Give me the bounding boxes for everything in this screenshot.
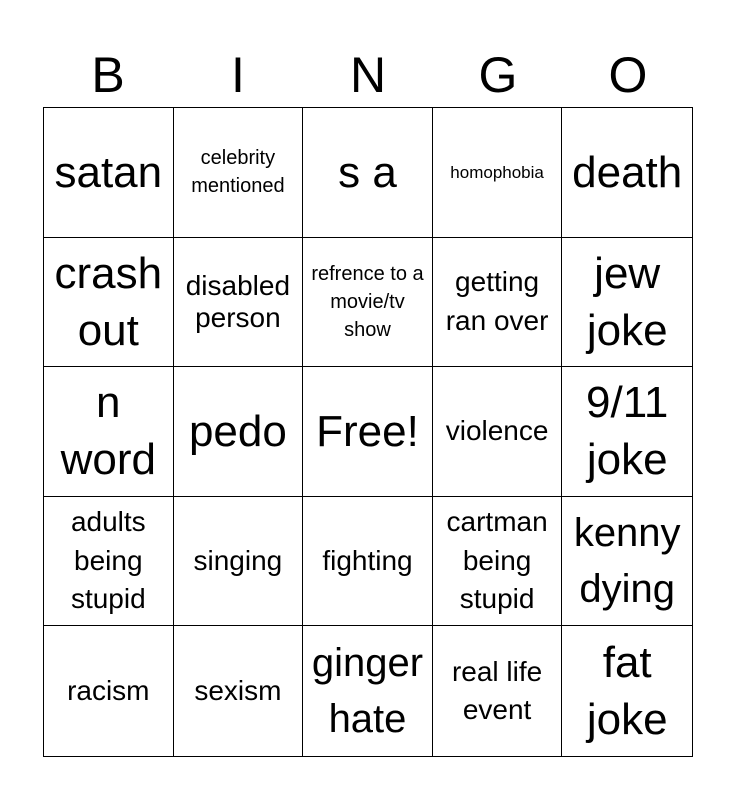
bingo-board [43, 107, 693, 757]
cell-label: singing [193, 544, 283, 576]
bingo-cell[interactable] [433, 108, 563, 238]
cell-label: homophobia [450, 162, 544, 182]
bingo-cell[interactable] [44, 626, 174, 756]
cell-label: ginger hate [311, 641, 424, 742]
bingo-cell[interactable] [303, 238, 433, 368]
cell-label: Free! [316, 406, 419, 456]
cell-label: jew joke [586, 248, 668, 355]
bingo-header [43, 44, 693, 106]
cell-label: pedo [188, 406, 287, 456]
bingo-cell[interactable] [44, 108, 174, 238]
cell-label: getting ran over [445, 266, 549, 336]
bingo-cell[interactable] [44, 367, 174, 497]
bingo-cell[interactable] [174, 108, 304, 238]
free-space-cell[interactable] [303, 367, 433, 497]
cell-label: disabled person [185, 269, 291, 333]
cell-label: fat joke [586, 638, 668, 745]
cell-label: fighting [322, 544, 413, 576]
bingo-cell[interactable] [562, 367, 692, 497]
cell-label: death [572, 147, 683, 197]
bingo-cell[interactable] [303, 626, 433, 756]
header-letter-b: B [91, 47, 125, 103]
cell-label: violence [445, 415, 549, 447]
bingo-cell[interactable] [174, 497, 304, 627]
bingo-cell[interactable] [303, 108, 433, 238]
bingo-cell[interactable] [433, 367, 563, 497]
bingo-cell[interactable] [303, 497, 433, 627]
cell-label: satan [54, 147, 163, 197]
header-letter-n: N [349, 47, 387, 103]
bingo-cell[interactable] [433, 497, 563, 627]
cell-label: real life event [451, 655, 543, 726]
bingo-cell[interactable] [562, 238, 692, 368]
bingo-cell[interactable] [562, 626, 692, 756]
bingo-cell[interactable] [44, 238, 174, 368]
cell-label: celebrity mentioned [191, 147, 285, 198]
header-letter-i: I [231, 47, 245, 103]
header-letter-g: G [478, 47, 518, 103]
cell-label: crash out [54, 248, 163, 355]
header-letter-o: O [608, 47, 648, 103]
bingo-cell[interactable] [174, 367, 304, 497]
cell-label: n word [60, 378, 156, 485]
bingo-cell[interactable] [433, 626, 563, 756]
cell-label: s a [338, 147, 397, 197]
cell-label: cartman being stupid [446, 506, 548, 615]
bingo-cell[interactable] [433, 238, 563, 368]
bingo-cell[interactable] [174, 238, 304, 368]
cell-label: refrence to a movie/tv show [311, 262, 424, 341]
cell-label: racism [67, 674, 150, 706]
cell-label: 9/11 joke [586, 378, 669, 485]
bingo-cell[interactable] [44, 497, 174, 627]
bingo-cell[interactable] [562, 108, 692, 238]
cell-label: adults being stupid [70, 506, 146, 615]
bingo-cell[interactable] [174, 626, 304, 756]
cell-label: sexism [194, 674, 282, 706]
bingo-cell[interactable] [562, 497, 692, 627]
cell-label: kenny dying [573, 511, 681, 612]
